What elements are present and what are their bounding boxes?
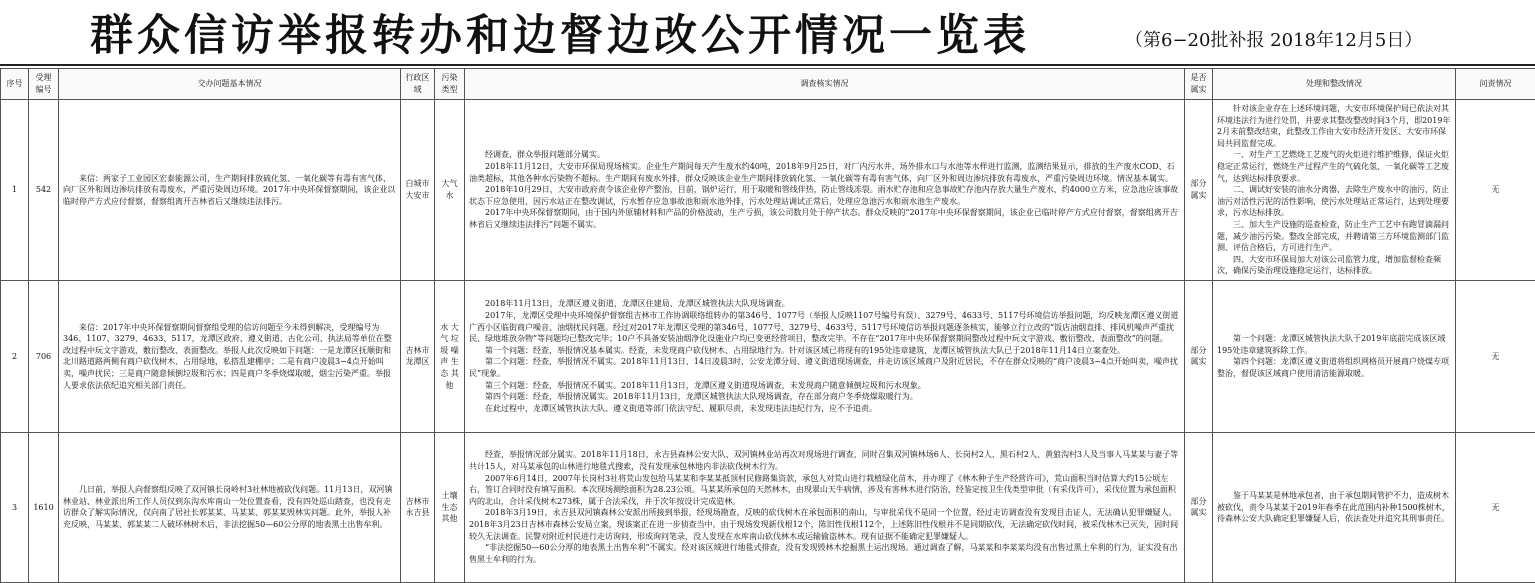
cell-investigation: [465, 432, 1185, 582]
cell-pollution: 水 大气 垃圾 噪声 生态 其他: [435, 280, 465, 432]
investigation-paragraph: 在此过程中，龙潭区城管执法大队、遵义街道等部门依法守纪、履职尽责，未发现违法违纪行为，应不予追责。: [469, 403, 1180, 415]
cell-id: 542: [29, 100, 59, 281]
investigation-paragraph: 2018年11月12日，大安市环保局现场核实。企业生产期间每天产生废水约40吨，2018年9月25日，对厂内污水井、场外排水口与水池等水样进行监测，监测结果显示，排放的生产废水COD、石油类超标，其他各种水污染物不超标。生产期间有废水外排，群众反映该企业生产期间排放硫化氢、一氧化碳等有毒有害气体，向厂区外和周边渗坑排放有毒废水，严重污染周边环境。情况基本属实。: [469, 161, 1180, 184]
col-header-pollution: 污染类型: [435, 69, 465, 100]
col-header-investigation: 调查核实情况: [465, 69, 1185, 100]
handling-paragraph: 针对该企业存在上述环境问题，大安市环境保护局已依法对其环境违法行为进行处罚，并要求其整改整改时间3个月，即2019年2月末前整改结束，此整改工作由大安市经济开发区、大安市环保局共同监督完成。: [1217, 103, 1451, 149]
table-row: [1, 432, 1535, 582]
cell-region: 吉林市龙潭区: [401, 280, 435, 432]
page-title: 群众信访举报转办和边督边改公开情况一览表: [90, 2, 1030, 63]
page-header: [0, 0, 1535, 64]
cell-verified: 部分属实: [1185, 100, 1213, 281]
handling-paragraph: 第四个问题：龙潭区遵义街道将组织网格员开展商户烧煤专项整治，督促该区域商户使用清洁能源取暖。: [1217, 356, 1451, 379]
cell-id: 1610: [29, 432, 59, 582]
investigation-paragraph: 2017年中央环保督察期间，由于国内外原辅材料和产品的价格波动，生产亏损，该公司数月处于停产状态。群众反映的“2017年中央环保督察期间，该企业已临时停产方式应付督察，督察组离开吉林省后又继续违法排污”问题不属实。: [469, 207, 1180, 230]
cell-accountability: 无: [1456, 280, 1535, 432]
handling-paragraph: 鉴于马某某是林地承包者，由于承包期间管护不力，造成树木被砍伐，责令马某某于2019年春季在此范围内补种1500株树木，待森林公安大队确定犯罪嫌疑人后，依法查处并追究其刑事责任。: [1217, 490, 1451, 525]
investigation-paragraph: 第四个问题：经查，举报情况属实。2018年11月13日，龙潭区城管执法大队现场调查，存在部分商户冬季烧煤取暖行为。: [469, 391, 1180, 403]
cell-seq: 1: [1, 100, 29, 281]
cell-verified: 部分属实: [1185, 432, 1213, 582]
investigation-paragraph: 第一个问题：经查，举报情况基本属实。经查，未发现商户砍伐树木、占用绿地行为。针对该区域已将现有的195处违章建筑，龙潭区城管执法大队已于2018年11月14日立案查处。: [469, 345, 1180, 357]
complaint-table: [0, 68, 1535, 583]
handling-paragraph: 第一个问题：龙潭区城管执法大队于2019年底前完成该区域195处违章建筑拆除工作。: [1217, 333, 1451, 356]
col-header-issue: 交办问题基本情况: [59, 69, 401, 100]
cell-handling: [1213, 280, 1456, 432]
investigation-paragraph: 2007年6月14日，2007年长岗村3社将荒山发包给马某某和李某某抵顶村民修路集资款，承包人对荒山进行栽植绿化苗木，并办理了《林木种子生产经营许可》，荒山面积当时估算大约15公顷左右，签订合同时没有填写面积。本次现场测绘面积为28.23公顷。马某某所承包的天然林木，由现翠山天牛病情，涉及有害林木进行防治，经鉴定按卫生伐类型审批（有采伐许可），采伐位置为承包面积内的北山，合计采伐树木273株，属于合法采伐，并于次年按设计完成造林。: [469, 473, 1180, 508]
handling-paragraph: 三、加大生产设施的巡查检查，防止生产工艺中有跑冒滴漏问题，减少油污污染。整改全部完成，并聘请第三方环境监测部门监测、评估合格后，方可进行生产。: [1217, 219, 1451, 254]
investigation-paragraph: 第三个问题：经查，举报情况不属实。2018年11月13日，龙潭区遵义街道现场调查，未发现商户随意倾倒垃圾和污水现象。: [469, 380, 1180, 392]
cell-accountability: 无: [1456, 100, 1535, 281]
investigation-paragraph: 2018年11月13日，龙潭区遵义街道、龙潭区住建局、龙潭区城管执法大队现场调查。: [469, 298, 1180, 310]
cell-handling: [1213, 432, 1456, 582]
handling-paragraph: 二、调试好安装的油水分离器，去除生产废水中的油污，防止油污对活性污泥的活性影响，使污水处理站正常运行，达到处理要求，污水达标排放。: [1217, 184, 1451, 219]
table-row: [1, 280, 1535, 432]
page-subtitle: （第6−20批补报 2018年12月5日）: [1125, 26, 1422, 52]
cell-accountability: 无: [1456, 432, 1535, 582]
cell-seq: 3: [1, 432, 29, 582]
investigation-paragraph: 2017年，龙潭区受理中央环境保护督察组吉林市工作协调联络组转办的第346号、1077号（举报人反映1107号编号有误）、3279号、4633号、5117号环境信访举报问题，均反映龙潭区遵义街道广西小区临街商户噪音、油烟扰民问题。经过对2017年龙潭区受理的第346号、1077号、3279号、4633号、5117号环境信访举报问题逐条核实，能够立行立改的“饭店油烟直排、排风机噪声严重扰民、绿地堆放杂物”等问题均已整改完毕；10户不具备安装油烟净化设施业户均已变更经营项目，整改完毕。不存在“2017年中央环保督察期间整改过程中玩文字游戏、敷衍整改、表面整改”的问题。: [469, 310, 1180, 345]
title-rule: [0, 64, 1535, 66]
cell-pollution: 大气 水: [435, 100, 465, 281]
cell-verified: 部分属实: [1185, 280, 1213, 432]
handling-paragraph: 一、对生产工艺燃烧工艺废气的火炬进行维护维修，保证火炬稳定正常运行，燃烧生产过程产生的气硫化氢、一氧化碳等工艺废气，达到达标排放要求。: [1217, 149, 1451, 184]
cell-region: 吉林市永吉县: [401, 432, 435, 582]
investigation-paragraph: 经调查，群众举报问题部分属实。: [469, 149, 1180, 161]
cell-seq: 2: [1, 280, 29, 432]
col-header-region: 行政区域: [401, 69, 435, 100]
cell-handling: [1213, 100, 1456, 281]
col-header-seq: 序号: [1, 69, 29, 100]
cell-investigation: [465, 100, 1185, 281]
investigation-paragraph: 2018年10月29日，大安市政府责令该企业停产整治，目前，锅炉运行，用于取暖和管线伴热，防止管线冻裂。雨水贮存池和应急事故贮存池内存放大量生产废水，约4000立方米，应急池应该事故状态下应急使用，因污水站正在整改调试，污水暂存应急事故池和雨水池外排，污水处理站调试正常后，处理应急池污水和雨水池生产废水。: [469, 184, 1180, 207]
cell-issue: 几日前，举报人向督察组反映了双河镇长岗岭村3社林地被砍伐问题。11月13日，双河镇林业站、林业派出所工作人员仅到东沟水库南山一处位置查看，没有四处巡山踏查，也没有走访群众了解实际情况，仅向南了居社长郭某某、马某某、郭某某毁林实问题。此外，举报人补充反映，马某某、郭某某二人破坏林树木后，非法挖掘50—60公分厚的地表黑土出售牟利。: [59, 432, 401, 582]
cell-investigation: [465, 280, 1185, 432]
investigation-paragraph: “非法挖掘50—60公分厚的地表黑土出售牟利”不属实。经对该区域进行地毯式排查，没有发现毁林木挖掘黑土运出现场。通过调查了解，马某某和李某某均没有出售过黑土牟利的行为，证实没有出售黑土牟利的行为。: [469, 542, 1180, 565]
col-header-id: 受理编号: [29, 69, 59, 100]
table-header-row: [1, 69, 1535, 100]
cell-id: 706: [29, 280, 59, 432]
investigation-paragraph: 经查，举报情况部分属实。2018年11月18日，永吉县森林公安大队、双河镇林业站再次对现场进行调查，同时召集双河镇林场6人、长岗村2人、黑石村2人、黄狼沟村3人及当事人马某某与妻子等共计15人，对马某承包的山林进行地毯式搜索，没有发现承包林地内非法砍伐树木行为。: [469, 449, 1180, 472]
handling-paragraph: 四、大安市环保局加大对该公司监管力度，增加监督检查频次，确保污染治理设施稳定运行，达标排放。: [1217, 254, 1451, 277]
col-header-handling: 处理和整改情况: [1213, 69, 1456, 100]
col-header-accountability: 问责情况: [1456, 69, 1535, 100]
cell-issue: 来信：2017年中央环保督察期间督察组受理的信访问题至今未得到解决，受理编号为346、1107、3279、4633、5117，龙潭区政府、遵义街道、古化公司、执法局等单位在整改过程中玩文字游戏，敷衍整改、表面整改。举报人此次反映如下问题：一是龙潭区抚顺街和北川路道路两侧有商户砍伐树木、占用绿地，私搭乱建棚亭；二是有商户凌晨3−4点开始叫卖，噪声扰民；三是商户随意倾倒垃圾和污水；四是商户冬季烧煤取暖，烟尘污染严重。举报人要求依法依纪追究相关部门责任。: [59, 280, 401, 432]
investigation-paragraph: 2018年3月19日，永吉县双河镇森林公安派出所接到举报，经现场勘查，反映的砍伐树木在承包面积的南山，与审批采伐不是同一个位置，经过走访调查没有发现目击证人，无法确认犯罪嫌疑人。2018年3月23日吉林市森林公安局立案，现该案正在进一步侦查当中。由于现场发现新伐根12个，陈旧性伐根112个，上述陈旧性伐根并不是同期砍伐，无法确定砍伐时间，被采伐林木已灭失，因时间较久无法调查。民警对附近村民进行走访询问，形成询问笔录，没人发现在水库南山砍伐林木或运输偷盗林木。现有证据不能确定犯罪嫌疑人。: [469, 507, 1180, 542]
cell-pollution: 土壤 生态 其他: [435, 432, 465, 582]
investigation-paragraph: 第二个问题：经查，举报情况不属实。2018年11月13日、14日凌晨3时，公安龙潭分局、遵义街道现场调查，并走访该区域商户及附近居民，不存在群众反映的“商户凌晨3−4点开始叫卖，噪声扰民”现象。: [469, 356, 1180, 379]
table-row: [1, 100, 1535, 281]
cell-issue: 来信：两家子工业园区宏泰能源公司，生产期间排放硫化氢、一氧化碳等有毒有害气体，向厂区外和周边渗坑排放有毒废水，严重污染周边环境。2017年中央环保督察期间，该企业以临时停产方式应付督察，督察组离开吉林省后又继续违法排污。: [59, 100, 401, 281]
col-header-verified: 是否属实: [1185, 69, 1213, 100]
cell-region: 白城市大安市: [401, 100, 435, 281]
